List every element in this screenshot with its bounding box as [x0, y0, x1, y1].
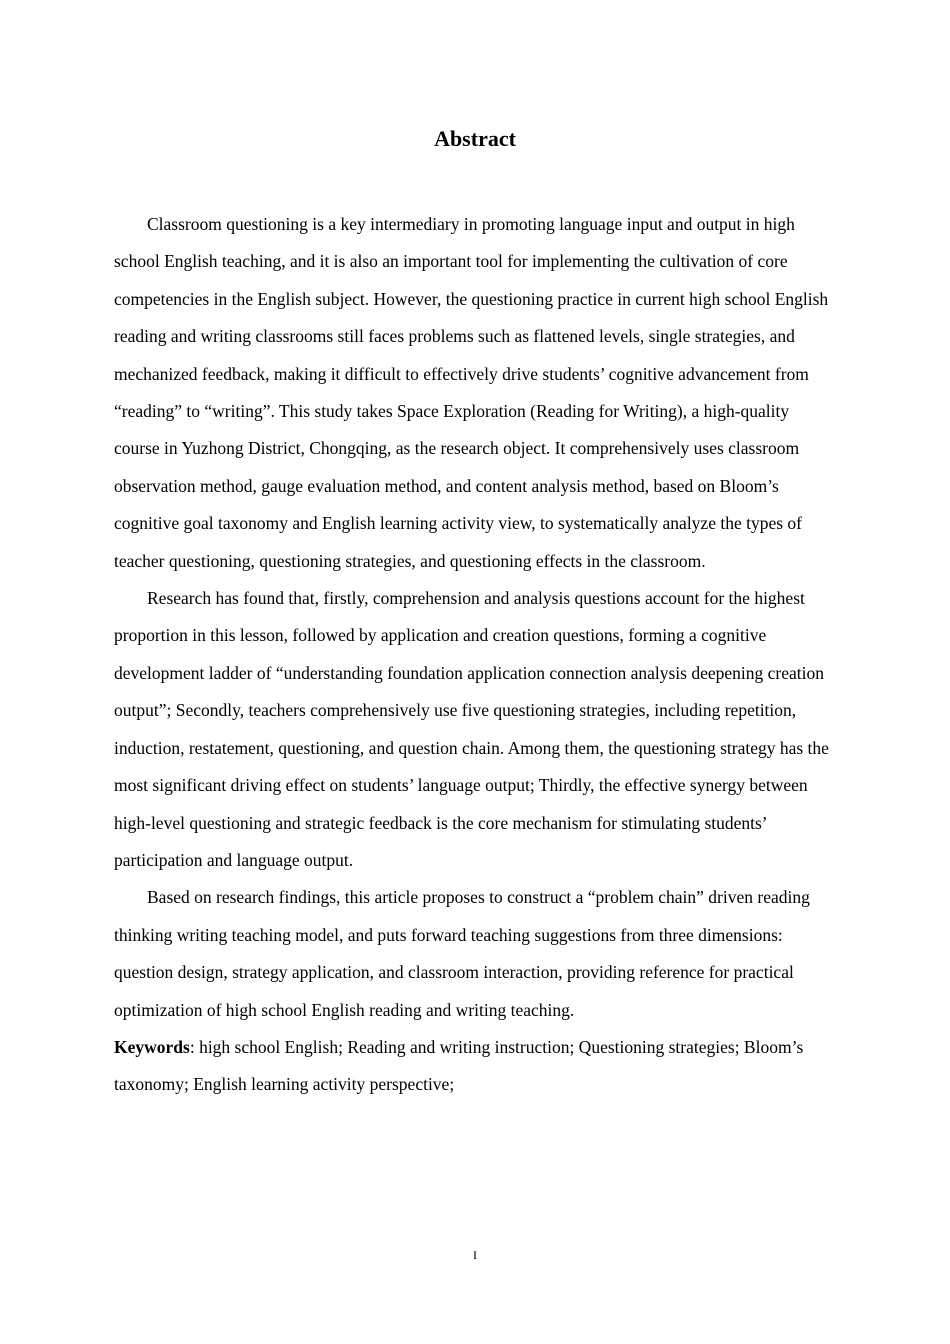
abstract-body: [114, 206, 838, 1104]
keywords-line: [114, 1029, 838, 1104]
abstract-title: Abstract: [434, 126, 516, 151]
page-number: I: [473, 1248, 477, 1262]
keywords-text: : high school English; Reading and writing instruction; Questioning strategies; Bloom’s taxonomy; English learning activity perspective;: [114, 1036, 804, 1095]
abstract-paragraph-3: Based on research findings, this article proposes to construct a “problem chain” driven reading thinking writing teaching model, and puts forward teaching suggestions from three dimensions: question design, strategy application, and classroom interaction, providing reference for practical optimization of high school English reading and writing teaching.: [114, 887, 810, 1020]
keywords-label: Keywords: [114, 1036, 190, 1057]
abstract-paragraph-1: Classroom questioning is a key intermediary in promoting language input and output in high school English teaching, and it is also an important tool for implementing the cultivation of core competencies in the English subject. However, the questioning practice in current high school English reading and writing classrooms still faces problems such as flattened levels, single strategies, and mechanized feedback, making it difficult to effectively drive students’ cognitive advancement from “reading” to “writing”. This study takes Space Exploration (Reading for Writing), a high-quality course in Yuzhong District, Chongqing, as the research object. It comprehensively uses classroom observation method, gauge evaluation method, and content analysis method, based on Bloom’s cognitive goal taxonomy and English learning activity view, to systematically analyze the types of teacher questioning, questioning strategies, and questioning effects in the classroom.: [114, 214, 829, 571]
abstract-paragraph-2: Research has found that, firstly, comprehension and analysis questions account for the highest proportion in this lesson, followed by application and creation questions, forming a cognitive development ladder of “understanding foundation application connection analysis deepening creation output”; Secondly, teachers comprehensively use five questioning strategies, including repetition, induction, restatement, questioning, and question chain. Among them, the questioning strategy has the most significant driving effect on students’ language output; Thirdly, the effective synergy between high-level questioning and strategic feedback is the core mechanism for stimulating students’ participation and language output.: [114, 588, 829, 870]
